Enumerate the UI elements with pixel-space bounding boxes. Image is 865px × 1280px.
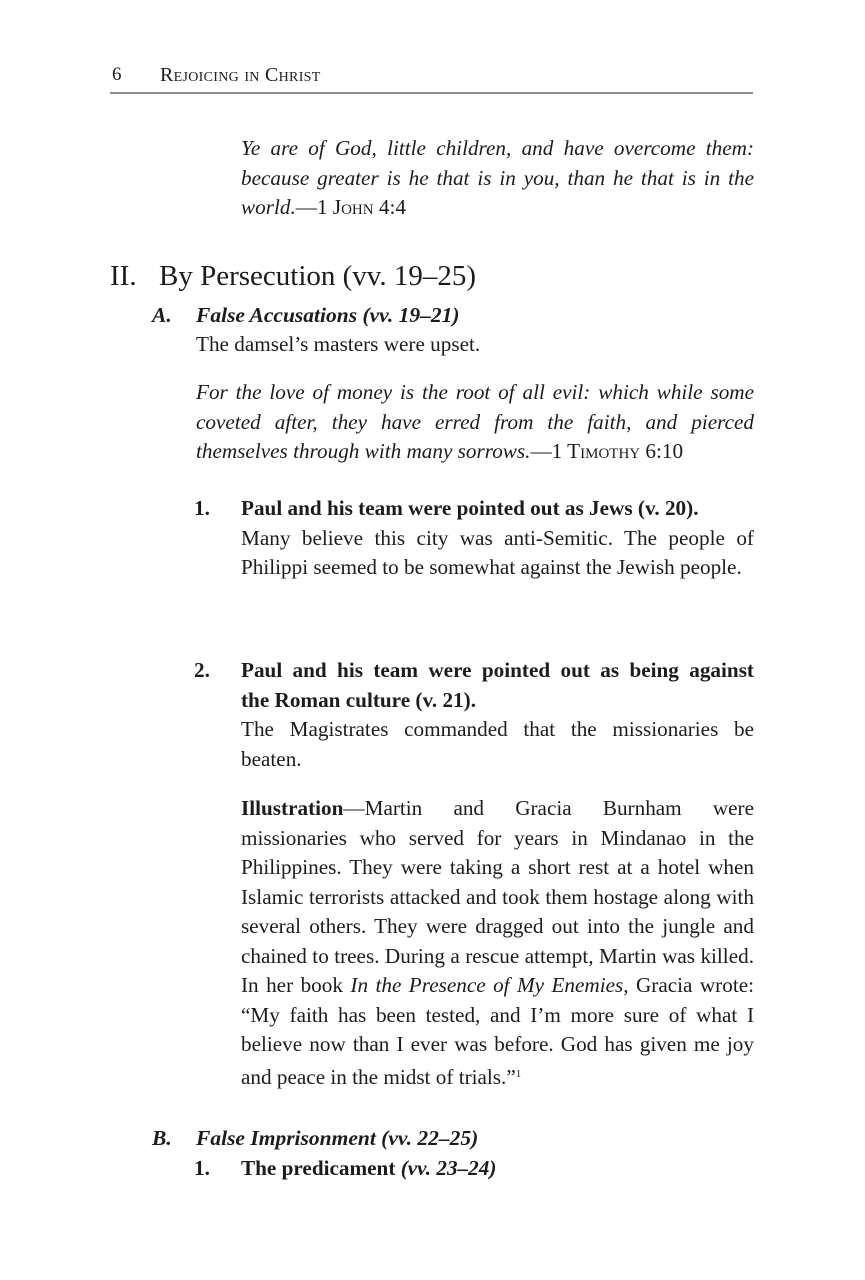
item-body: The Magistrates commanded that the missionaries be beaten. <box>241 717 754 771</box>
illustration-label: Illustration <box>241 796 344 820</box>
item-title: Paul and his team were pointed out as Jews (v. 20). <box>241 496 699 520</box>
item-title-line-1: Paul and his team were pointed out as being against <box>241 658 754 682</box>
page-number: 6 <box>112 64 122 85</box>
quote-text: For the love of money is the root of all evil: which while some coveted after, they have erred from the faith, and pierced themselves through with many sorrows. <box>196 380 754 463</box>
item-title: The predicament <box>241 1156 396 1180</box>
quote-dash: — <box>530 439 552 463</box>
illustration-text-a: Martin and Gracia Burnham were missionaries who served for years in Mindanao in the Philippines. They were taking a short rest at a hotel when Islamic terrorists attacked and took them hostage along with several others. They were dragged out into the jungle and chained to trees. During a rescue attempt, Martin was killed. In her book <box>241 796 754 997</box>
subsection-intro: The damsel’s masters were upset. <box>196 332 481 356</box>
section-heading-ii <box>110 258 476 294</box>
item-title-line-2: the Roman culture (v. 21). <box>241 687 477 712</box>
subsection-title: False Accusations (vv. 19–21) <box>196 303 460 327</box>
subsection-heading-b <box>152 1124 478 1152</box>
item-number: 2. <box>194 658 210 682</box>
timothy-scripture-quote <box>196 378 754 467</box>
list-item-1 <box>194 494 754 583</box>
item-number: 1. <box>194 1156 210 1180</box>
opening-scripture-quote <box>241 134 754 223</box>
subsection-heading-a <box>152 301 460 329</box>
book-title: Rejoicing in Christ <box>160 64 321 86</box>
item-verses: (vv. 23–24) <box>400 1156 497 1180</box>
subsection-title: False Imprisonment (vv. 22–25) <box>196 1126 479 1150</box>
running-head <box>110 64 753 94</box>
quote-dash: — <box>295 195 317 219</box>
header-rule <box>110 92 753 94</box>
footnote-marker[interactable]: 1 <box>515 1067 522 1080</box>
quote-reference: 1 Timothy 6:10 <box>551 439 684 463</box>
quote-reference: 1 John 4:4 <box>316 195 406 219</box>
subsection-letter: B. <box>152 1126 172 1150</box>
list-item-b1 <box>194 1154 754 1184</box>
item-body: Many believe this city was anti-Semitic. The people of Philippi seemed to be somewhat against the Jewish people. <box>241 525 754 579</box>
quote-text: Ye are of God, little children, and have overcome them: because greater is he that is in you, than he that is in the world. <box>241 136 754 219</box>
book-title-reference: In the Presence of My Enemies, <box>350 973 629 997</box>
section-numeral: II. <box>110 260 137 292</box>
illustration-dash: — <box>343 796 365 820</box>
list-item-2 <box>194 656 754 774</box>
subsection-letter: A. <box>152 303 172 327</box>
section-title: By Persecution (vv. 19–25) <box>159 260 477 292</box>
item-number: 1. <box>194 496 210 520</box>
illustration-text-b: Gracia wrote: “My faith has been tested, and I’m more sure of what I believe now than I ever was before. God has given me joy and peace in the midst of trials.” <box>241 973 755 1089</box>
illustration-paragraph <box>241 794 754 1092</box>
